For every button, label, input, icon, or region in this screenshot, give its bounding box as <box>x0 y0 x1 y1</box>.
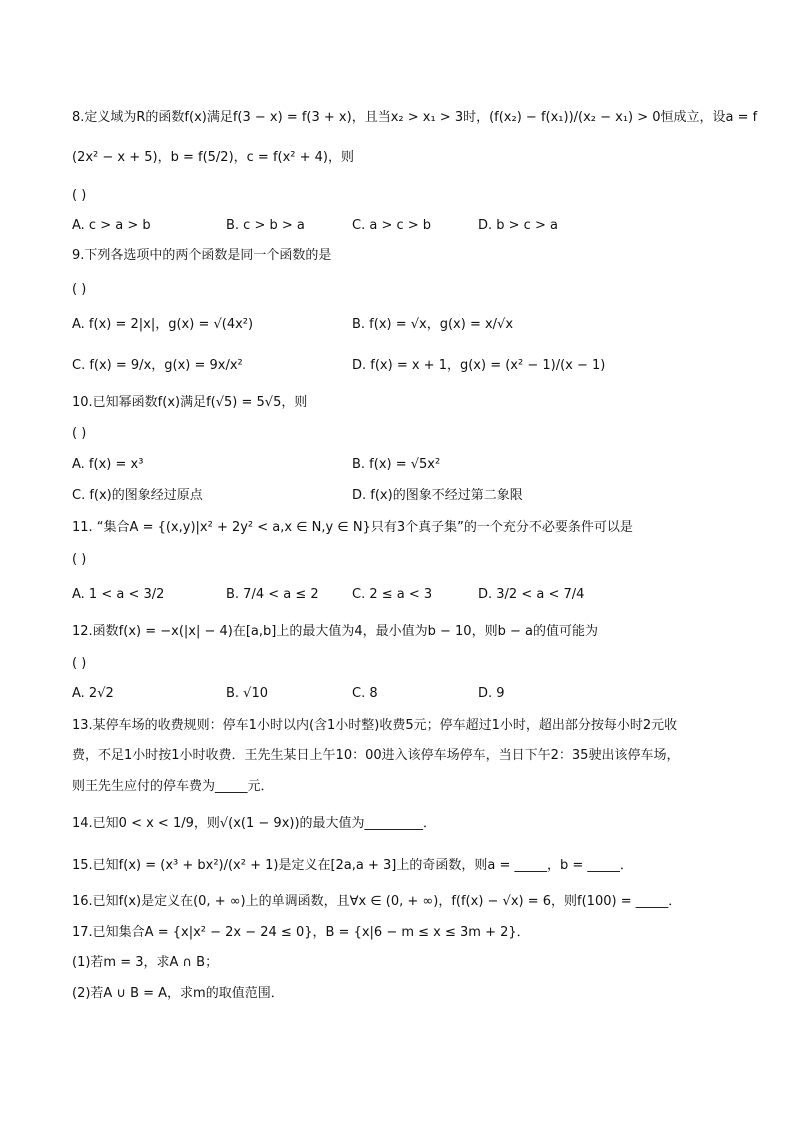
q17-part1: (1)若m = 3，求A ∩ B； <box>72 955 219 970</box>
q17-part2: (2)若A ∪ B = A，求m的取值范围． <box>72 986 284 1001</box>
q9-option-b: B. f(x) = √x，g(x) = x/√x <box>352 317 514 332</box>
q13-stem-line2: 费，不足1小时按1小时收费．王先生某日上午10：00进入该停车场停车，当日下午2：35驶出该停车场， <box>72 748 680 763</box>
q9-option-c: C. f(x) = 9/x，g(x) = 9x/x² <box>72 358 243 373</box>
q16-stem: 16.已知f(x)是定义在(0, + ∞)上的单调函数，且∀x ∈ (0, + ∞)，f(f(x) − √x) = 6，则f(100) = _____． <box>72 894 682 909</box>
q9-stem: 9.下列各选项中的两个函数是同一个函数的是 <box>72 248 332 263</box>
q11-stem: 11. “集合A = {(x,y)|x² + 2y² < a,x ∈ N,y ∈ N}只有3个真子集”的一个充分不必要条件可以是 <box>72 520 633 535</box>
q8-stem-line1: 8.定义域为R的函数f(x)满足f(3 − x) = f(3 + x)，且当x₂ > x₁ > 3时，(f(x₂) − f(x₁))/(x₂ − x₁) > 0恒成立，设a = f <box>72 110 758 125</box>
q9-option-d: D. f(x) = x + 1，g(x) = (x² − 1)/(x − 1) <box>352 358 606 373</box>
q10-option-b: B. f(x) = √5x² <box>352 457 441 472</box>
q10-option-a: A. f(x) = x³ <box>72 457 144 472</box>
q12-stem: 12.函数f(x) = −x(|x| − 4)在[a,b]上的最大值为4，最小值为b − 10，则b − a的值可能为 <box>72 624 598 639</box>
q11-option-d: D. 3/2 < a < 7/4 <box>478 587 585 602</box>
q12-option-c: C. 8 <box>352 686 378 701</box>
q9-option-a: A. f(x) = 2|x|，g(x) = √(4x²) <box>72 317 254 332</box>
q10-option-c: C. f(x)的图象经过原点 <box>72 488 203 503</box>
q10-stem: 10.已知幂函数f(x)满足f(√5) = 5√5，则 <box>72 395 308 410</box>
q14-stem: 14.已知0 < x < 1/9，则√(x(1 − 9x))的最大值为_________． <box>72 816 437 831</box>
q9-answer-paren: ( ) <box>72 282 87 297</box>
q11-option-a: A. 1 < a < 3/2 <box>72 587 165 602</box>
q8-option-b: B. c > b > a <box>226 218 305 233</box>
q13-stem-line1: 13.某停车场的收费规则：停车1小时以内(含1小时整)收费5元；停车超过1小时，超出部分按每小时2元收 <box>72 718 678 733</box>
q15-stem: 15.已知f(x) = (x³ + bx²)/(x² + 1)是定义在[2a,a + 3]上的奇函数，则a = _____，b = _____． <box>72 858 633 873</box>
q8-option-d: D. b > c > a <box>478 218 558 233</box>
q12-answer-paren: ( ) <box>72 656 87 671</box>
q10-answer-paren: ( ) <box>72 426 87 441</box>
q8-option-c: C. a > c > b <box>352 218 432 233</box>
q12-option-d: D. 9 <box>478 686 505 701</box>
q8-answer-paren: ( ) <box>72 188 87 203</box>
q12-option-a: A. 2√2 <box>72 686 114 701</box>
q13-stem-line3: 则王先生应付的停车费为_____元． <box>72 779 274 794</box>
q17-stem: 17.已知集合A = {x|x² − 2x − 24 ≤ 0}，B = {x|6 − m ≤ x ≤ 3m + 2}． <box>72 925 530 940</box>
q12-option-b: B. √10 <box>226 686 269 701</box>
q11-option-c: C. 2 ≤ a < 3 <box>352 587 433 602</box>
q8-option-a: A. c > a > b <box>72 218 151 233</box>
q10-option-d: D. f(x)的图象不经过第二象限 <box>352 488 523 503</box>
q8-stem-line2: (2x² − x + 5)，b = f(5/2)，c = f(x² + 4)，则 <box>72 150 355 165</box>
q11-option-b: B. 7/4 < a ≤ 2 <box>226 587 319 602</box>
q11-answer-paren: ( ) <box>72 552 87 567</box>
